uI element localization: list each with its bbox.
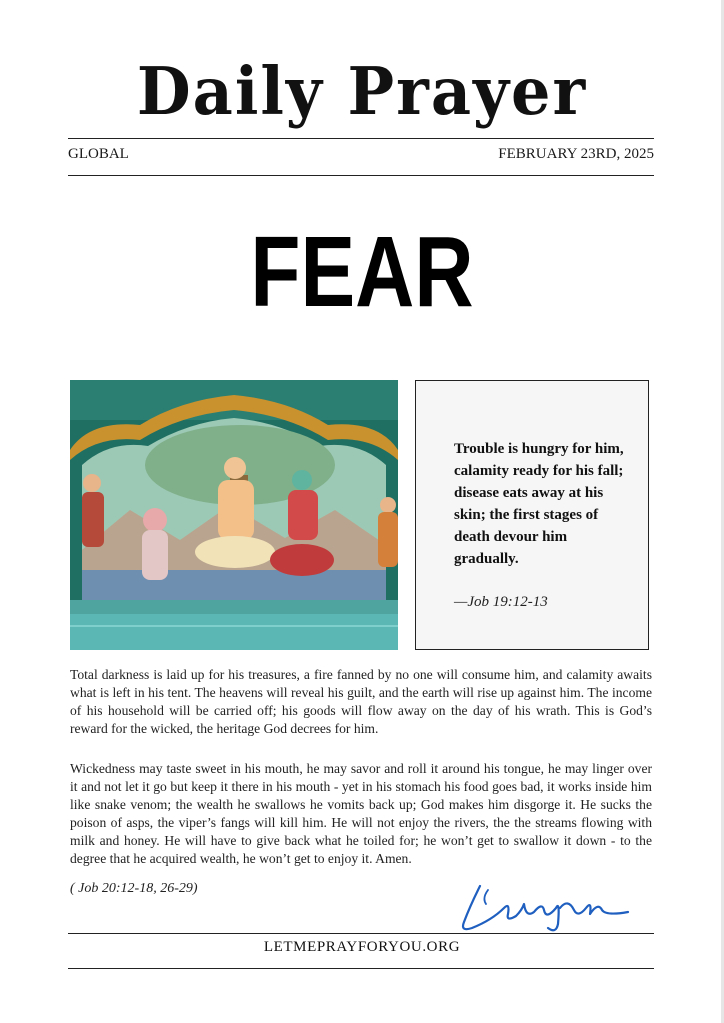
temple-relief-image — [70, 380, 398, 650]
handwritten-signature — [452, 878, 632, 936]
body-paragraph-1: Total darkness is laid up for his treasures, a fire fanned by no one will consume him, and calamity awaits what is left in his tent. The heavens will reveal his guilt, and the earth will rise up against him. The income of his household will be carried off; his goods will flow away on the day of his wrath. This is God’s reward for the wicked, the heritage God decrees for him. — [70, 667, 652, 736]
top-rule — [68, 138, 654, 139]
quote-text: Trouble is hungry for him, calamity ready for his fall; disease eats away at his skin; the first stages of death devour him gradually. — [454, 441, 624, 567]
footer-bottom-rule — [68, 968, 654, 969]
headline: FEAR — [250, 216, 474, 328]
quote-citation: —Job 19:12-13 — [454, 594, 548, 610]
body-paragraph-2: Wickedness may taste sweet in his mouth, he may savor and roll it around his tongue, he may linger over it and not let it go but keep it there in his mouth - yet in his stomach his food goes bad, it works inside him like snake venom; the wealth he swallows he vomits back up; God makes him disgorge it. He sucks the poison of asps, the viper’s fangs will kill him. He will not enjoy the rivers, the the streams flowing with milk and honey. He will have to give back what he toiled for; he won’t get to swallow it down - to the degree that he acquired wealth, he won’t get to enjoy it. Amen. — [70, 761, 652, 866]
footer-top-rule — [68, 933, 654, 934]
region-label: GLOBAL — [68, 146, 129, 162]
scripture-quote-box — [415, 380, 649, 650]
scripture-reference: ( Job 20:12-18, 26-29) — [70, 881, 198, 896]
meta-rule — [68, 175, 654, 176]
temple-relief-illustration — [70, 380, 398, 650]
date-label: FEBRUARY 23RD, 2025 — [498, 146, 654, 162]
masthead-title: Daily Prayer — [136, 53, 588, 130]
footer-website-link[interactable]: LETMEPRAYFORYOU.ORG — [263, 939, 461, 955]
